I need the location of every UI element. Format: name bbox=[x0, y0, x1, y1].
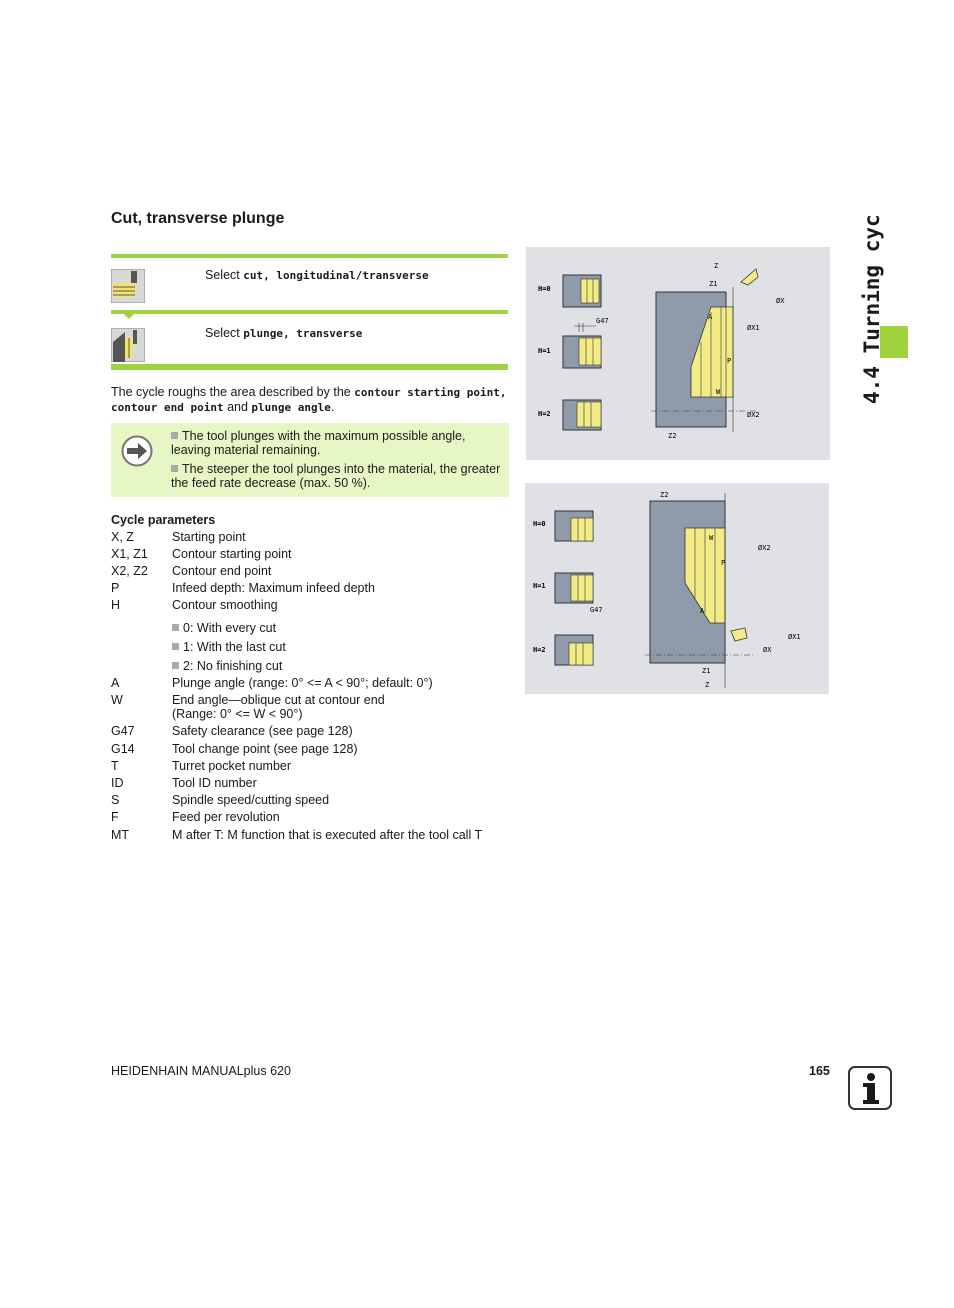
chapter-title bbox=[847, 214, 887, 404]
divider-bar bbox=[111, 364, 508, 370]
param-value: End angle—oblique cut at contour end (Range: 0° <= W < 90°) bbox=[172, 693, 385, 721]
param-value: Starting point bbox=[172, 530, 246, 544]
param-value: Contour smoothing bbox=[172, 598, 278, 612]
divider-bar bbox=[111, 254, 508, 258]
square-bullet-icon bbox=[172, 662, 179, 669]
dim-z2-label: Z2 bbox=[668, 432, 677, 440]
square-bullet-icon bbox=[171, 465, 178, 472]
dim-x2-label: ØX2 bbox=[747, 411, 760, 419]
figure-2-diagram bbox=[525, 483, 829, 694]
dim-x1-label: ØX1 bbox=[747, 324, 760, 332]
note-box bbox=[111, 423, 509, 497]
param-value: Contour starting point bbox=[172, 547, 292, 561]
h-option: 0: With every cut bbox=[172, 621, 276, 635]
intro-text: . bbox=[330, 400, 335, 414]
angle-w-label: W bbox=[709, 534, 714, 542]
h-label: H=2 bbox=[538, 410, 551, 418]
longitudinal-transverse-cut-softkey-icon bbox=[111, 269, 145, 303]
dim-z2-label: Z2 bbox=[660, 491, 669, 499]
param-key: F bbox=[111, 810, 119, 824]
dim-z1-label: Z1 bbox=[709, 280, 718, 288]
param-value: Tool ID number bbox=[172, 776, 257, 790]
param-key: T bbox=[111, 759, 119, 773]
footer-manual: HEIDENHAIN MANUALplus 620 bbox=[111, 1064, 291, 1078]
dim-x1-label: ØX1 bbox=[788, 633, 801, 641]
intro-text: The cycle roughs the area described by the bbox=[111, 385, 355, 399]
dim-x2-label: ØX2 bbox=[758, 544, 771, 552]
param-key: X, Z bbox=[111, 530, 134, 544]
param-value: Turret pocket number bbox=[172, 759, 292, 773]
param-value: Tool change point (see page 128) bbox=[172, 742, 358, 756]
section-heading: Cut, transverse plunge bbox=[111, 210, 285, 227]
h-option: 2: No finishing cut bbox=[172, 659, 282, 673]
params-title: Cycle parameters bbox=[111, 513, 216, 527]
param-value: Infeed depth: Maximum infeed depth bbox=[172, 581, 375, 595]
dim-z-label: Z bbox=[705, 681, 710, 689]
intro-text: and bbox=[223, 400, 252, 414]
param-key: G47 bbox=[111, 724, 135, 738]
square-bullet-icon bbox=[172, 624, 179, 631]
angle-a-label: A bbox=[708, 313, 713, 321]
param-key: X2, Z2 bbox=[111, 564, 148, 578]
param-key: G14 bbox=[111, 742, 135, 756]
param-key: S bbox=[111, 793, 120, 807]
param-key: A bbox=[111, 676, 120, 690]
select-code: plunge, transverse bbox=[243, 327, 363, 340]
down-triangle-icon bbox=[121, 311, 137, 319]
dim-x-label: ØX bbox=[763, 646, 772, 654]
select-prefix: Select bbox=[205, 268, 244, 282]
note-bullet: The tool plunges with the maximum possible angle, leaving material remaining. bbox=[171, 429, 466, 457]
param-key: H bbox=[111, 598, 121, 612]
chapter-title-text: 4.4 Turning cycles bbox=[860, 214, 884, 404]
select-row-1 bbox=[205, 268, 429, 282]
intro-paragraph bbox=[111, 385, 511, 415]
param-key: MT bbox=[111, 828, 130, 842]
h-label: H=1 bbox=[538, 347, 551, 355]
intro-code: plunge angle bbox=[251, 401, 331, 414]
transverse-plunge-softkey-icon bbox=[111, 328, 145, 362]
info-i-icon bbox=[848, 1066, 892, 1110]
infeed-p-label: P bbox=[727, 357, 732, 365]
param-key: P bbox=[111, 581, 120, 595]
param-key: X1, Z1 bbox=[111, 547, 148, 561]
param-value: Contour end point bbox=[172, 564, 272, 578]
intro-code: contour end point bbox=[111, 401, 224, 414]
select-prefix: Select bbox=[205, 326, 244, 340]
h-label: H=2 bbox=[533, 646, 546, 654]
param-value: Safety clearance (see page 128) bbox=[172, 724, 353, 738]
angle-a-label: A bbox=[700, 607, 705, 615]
h-label: H=0 bbox=[538, 285, 551, 293]
param-value: Plunge angle (range: 0° <= A < 90°; default: 0°) bbox=[172, 676, 433, 690]
dim-z-label: Z bbox=[714, 262, 719, 270]
page-number: 165 bbox=[809, 1064, 830, 1078]
figure-1-diagram bbox=[526, 247, 830, 460]
param-value: Spindle speed/cutting speed bbox=[172, 793, 330, 807]
arrow-right-icon bbox=[121, 435, 153, 472]
h-label: H=1 bbox=[533, 582, 546, 590]
square-bullet-icon bbox=[171, 432, 178, 439]
intro-code: contour starting point, bbox=[354, 386, 507, 399]
g47-label: G47 bbox=[596, 317, 609, 325]
dim-z1-label: Z1 bbox=[702, 667, 711, 675]
infeed-p-label: P bbox=[721, 559, 726, 567]
h-option: 1: With the last cut bbox=[172, 640, 286, 654]
square-bullet-icon bbox=[172, 643, 179, 650]
param-value: M after T: M function that is executed after the tool call T bbox=[172, 828, 483, 842]
dim-x-label: ØX bbox=[776, 297, 785, 305]
param-value: Feed per revolution bbox=[172, 810, 280, 824]
angle-w-label: W bbox=[716, 388, 721, 396]
select-row-2 bbox=[205, 326, 362, 340]
h-label: H=0 bbox=[533, 520, 546, 528]
note-bullet: The steeper the tool plunges into the material, the greater the feed rate decrease (max. 50 %). bbox=[171, 462, 501, 490]
divider-bar bbox=[111, 310, 508, 314]
param-key: ID bbox=[111, 776, 124, 790]
param-key: W bbox=[111, 693, 123, 707]
select-code: cut, longitudinal/transverse bbox=[243, 269, 429, 282]
g47-label: G47 bbox=[590, 606, 603, 614]
